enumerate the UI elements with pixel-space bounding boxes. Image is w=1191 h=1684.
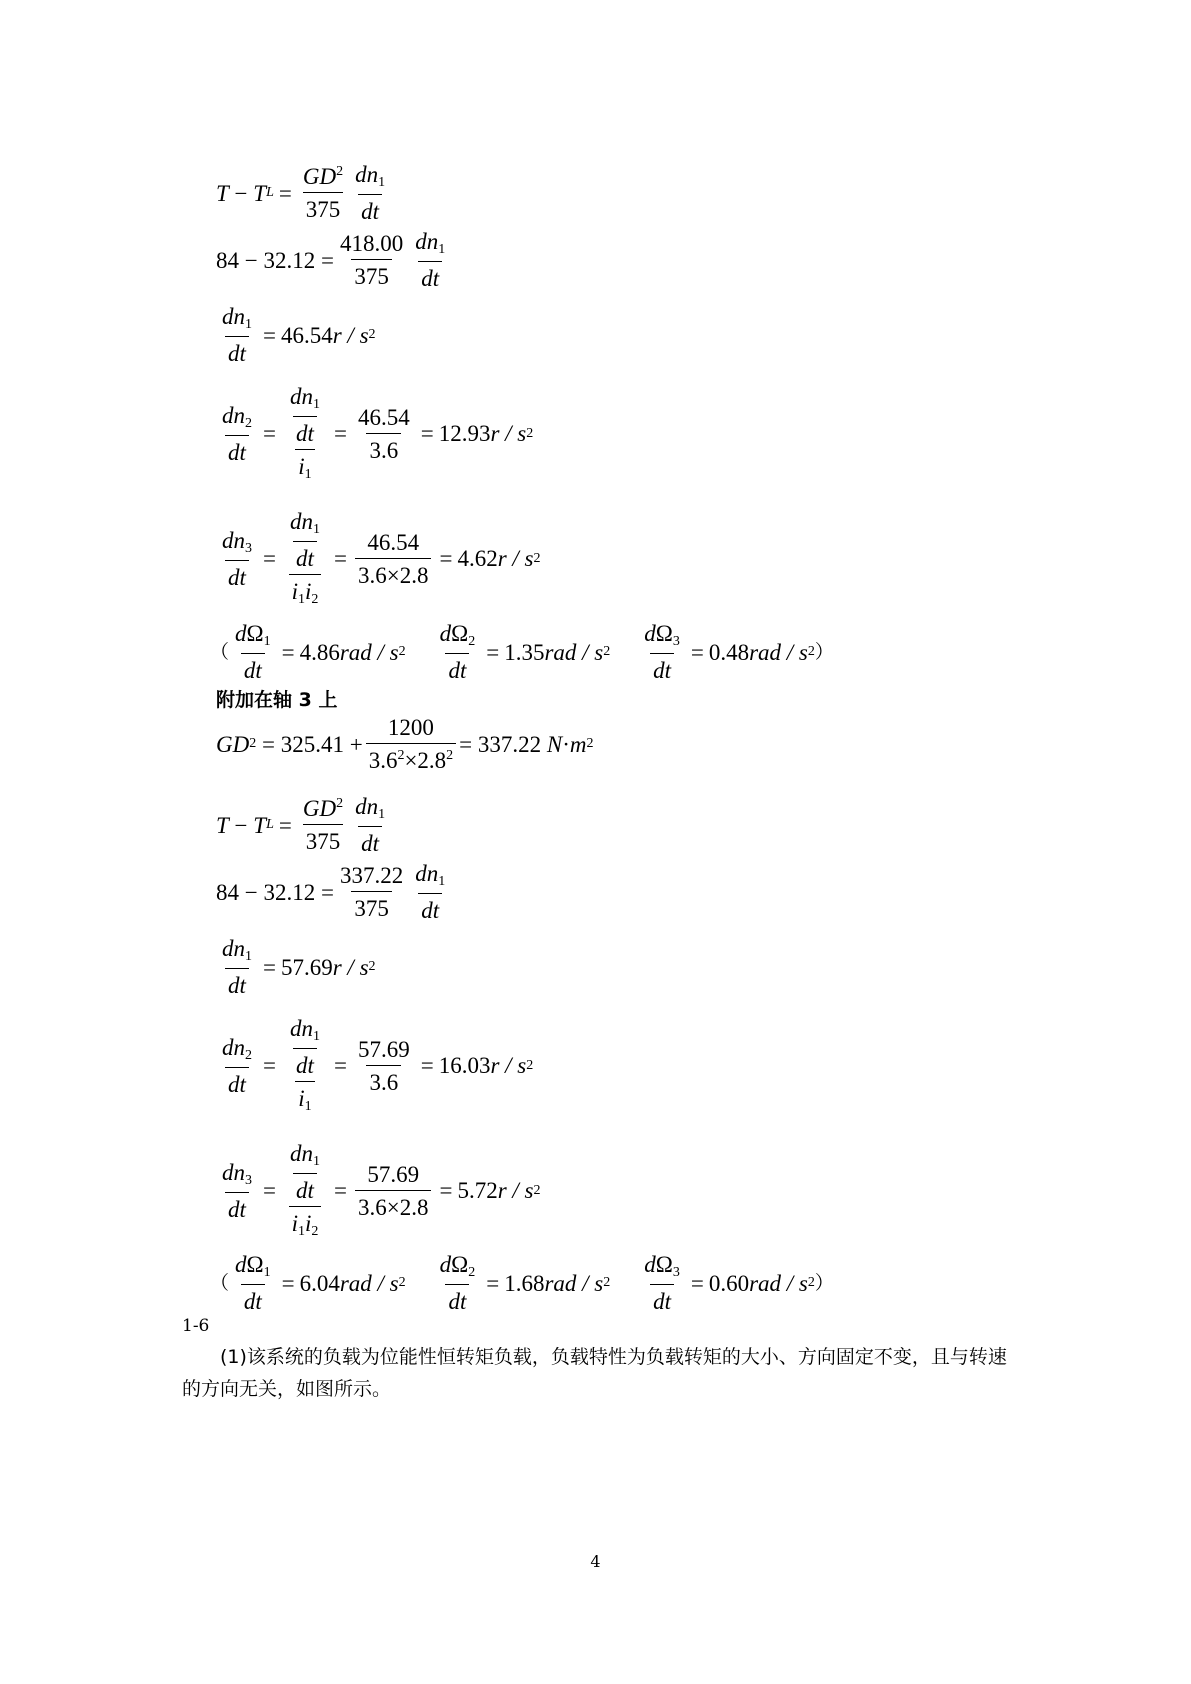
body-paragraph	[182, 1341, 1022, 1405]
section-heading: 附加在轴 3 上	[216, 689, 338, 711]
equation-angular-acceleration-2: （ $\frac{d\Omega_1}{dt}$ = 6.04 rad / s 2 $\frac{d\Omega_2}{dt}$ = 1.68 rad / s 2 $\frac{d\Omega_3}{dt}$ = 0.60 rad / s 2 ）	[210, 1252, 834, 1314]
equation-dn3-dt-2: $\frac{dn_3}{dt}$ = $\frac{\frac{dn_1}{dt}}{i_1i_2}$ = $\frac{57.69}{3.6\times 2.8}$ = 5.72 r / s 2	[222, 1141, 541, 1239]
equation-torque-values-1: 84 − 32.12 = $\frac{418.00}{375}$ $\frac{dn_1}{dt}$	[216, 229, 446, 291]
equation-torque-2: T − T L = $\frac{GD^2}{375}$ $\frac{dn_1}{dt}$	[216, 794, 386, 856]
equation-dn2-dt-1: $\frac{dn_2}{dt}$ = $\frac{\frac{dn_1}{dt}}{i_1}$ = $\frac{46.54}{3.6}$ = 12.93 r / s 2	[222, 384, 534, 482]
equation-dn1-dt-1: $\frac{dn_1}{dt}$ = 46.54 r / s 2	[222, 304, 376, 366]
equation-torque-values-2: 84 − 32.12 = $\frac{337.22}{375}$ $\frac{dn_1}{dt}$	[216, 861, 446, 923]
equation-gd2: GD 2 = 325.41 + $\frac{1200}{3.6^2\times 2.8^2}$ = 337.22 N · m 2	[216, 715, 594, 773]
paragraph-text: (1)该系统的负载为位能性恒转矩负载，负载特性为负载转矩的大小、方向固定不变，且与转速的方向无关，如图所示。	[182, 1346, 1007, 1400]
equation-dn1-dt-2: $\frac{dn_1}{dt}$ = 57.69 r / s 2	[222, 936, 376, 998]
equation-angular-acceleration-1: （ $\frac{d\Omega_1}{dt}$ = 4.86 rad / s 2 $\frac{d\Omega_2}{dt}$ = 1.35 rad / s 2 $\frac{d\Omega_3}{dt}$ = 0.48 rad / s 2 ）	[210, 621, 834, 683]
problem-label: 1-6	[182, 1316, 210, 1336]
page-number: 4	[590, 1552, 601, 1571]
equation-dn2-dt-2: $\frac{dn_2}{dt}$ = $\frac{\frac{dn_1}{dt}}{i_1}$ = $\frac{57.69}{3.6}$ = 16.03 r / s 2	[222, 1016, 534, 1114]
equation-dn3-dt-1: $\frac{dn_3}{dt}$ = $\frac{\frac{dn_1}{dt}}{i_1i_2}$ = $\frac{46.54}{3.6\times 2.8}$ = 4.62 r / s 2	[222, 509, 541, 607]
equation-torque-1: T − T L = $\frac{GD^2}{375}$ $\frac{dn_1}{dt}$	[216, 162, 386, 224]
